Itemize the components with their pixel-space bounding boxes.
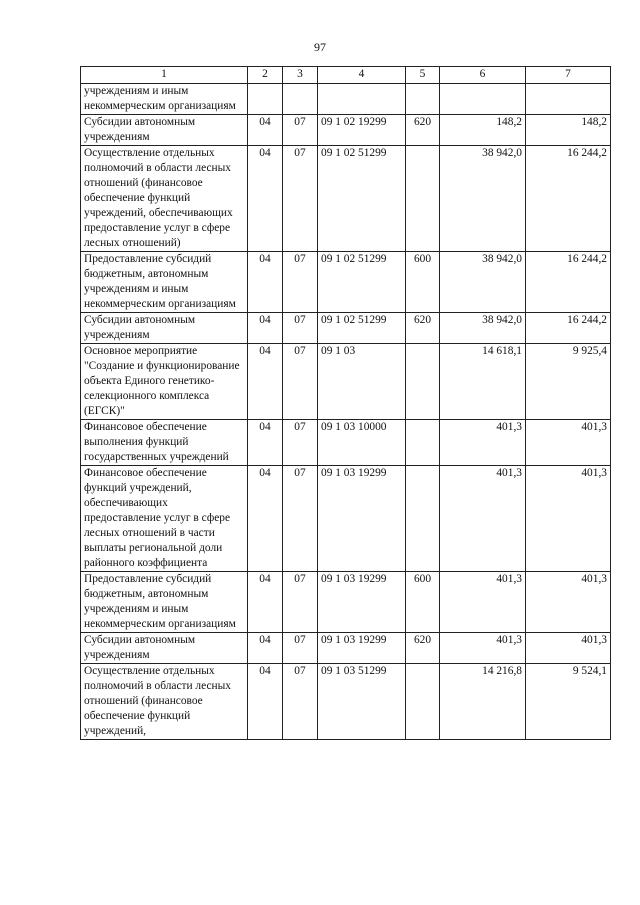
row-target-code: 09 1 03 19299: [318, 633, 406, 664]
row-name: Осуществление отдельных полномочий в области лесных отношений (финансовое обеспечение функций учреждений,: [81, 664, 248, 740]
row-target-code: 09 1 02 19299: [318, 115, 406, 146]
row-amount-2: 9 925,4: [526, 344, 611, 420]
row-amount-2: 16 244,2: [526, 252, 611, 313]
table-row: [81, 420, 611, 466]
row-amount-1: 401,3: [440, 572, 526, 633]
header-col-4: 4: [318, 67, 406, 84]
table-row: [81, 84, 611, 115]
header-col-2: 2: [248, 67, 283, 84]
row-section: 04: [248, 313, 283, 344]
row-amount-1: 401,3: [440, 466, 526, 572]
row-subsection: 07: [283, 313, 318, 344]
row-expense-type: [406, 146, 440, 252]
row-target-code: [318, 84, 406, 115]
row-amount-1: 14 618,1: [440, 344, 526, 420]
table-row: [81, 146, 611, 252]
row-amount-1: 401,3: [440, 420, 526, 466]
row-expense-type: 620: [406, 115, 440, 146]
row-amount-2: [526, 84, 611, 115]
row-target-code: 09 1 03 19299: [318, 466, 406, 572]
row-name: Финансовое обеспечение функций учреждений, обеспечивающих предоставление услуг в сфере лесных отношений в части выплаты региональной доли районного коэффициента: [81, 466, 248, 572]
row-amount-2: 16 244,2: [526, 146, 611, 252]
table-row: [81, 633, 611, 664]
header-col-3: 3: [283, 67, 318, 84]
row-expense-type: 600: [406, 572, 440, 633]
row-target-code: 09 1 02 51299: [318, 252, 406, 313]
table-row: [81, 313, 611, 344]
table-row: [81, 572, 611, 633]
row-name: Финансовое обеспечение выполнения функций государственных учреждений: [81, 420, 248, 466]
row-amount-1: [440, 84, 526, 115]
row-section: 04: [248, 633, 283, 664]
row-name: Субсидии автономным учреждениям: [81, 313, 248, 344]
row-amount-1: 38 942,0: [440, 146, 526, 252]
row-subsection: 07: [283, 420, 318, 466]
row-section: [248, 84, 283, 115]
row-subsection: 07: [283, 633, 318, 664]
row-subsection: [283, 84, 318, 115]
table-row: [81, 252, 611, 313]
row-amount-1: 38 942,0: [440, 252, 526, 313]
header-col-6: 6: [440, 67, 526, 84]
table-row: [81, 344, 611, 420]
row-section: 04: [248, 466, 283, 572]
row-section: 04: [248, 572, 283, 633]
row-subsection: 07: [283, 466, 318, 572]
row-name: Субсидии автономным учреждениям: [81, 115, 248, 146]
table-row: [81, 115, 611, 146]
row-subsection: 07: [283, 115, 318, 146]
row-expense-type: [406, 466, 440, 572]
row-name: Основное мероприятие "Создание и функционирование объекта Единого генетико-селекционного комплекса (ЕГСК)": [81, 344, 248, 420]
header-col-1: 1: [81, 67, 248, 84]
row-target-code: 09 1 03: [318, 344, 406, 420]
row-section: 04: [248, 115, 283, 146]
row-amount-2: 401,3: [526, 633, 611, 664]
table-row: [81, 466, 611, 572]
table-row: [81, 664, 611, 740]
row-amount-2: 16 244,2: [526, 313, 611, 344]
header-col-5: 5: [406, 67, 440, 84]
row-subsection: 07: [283, 146, 318, 252]
row-amount-1: 148,2: [440, 115, 526, 146]
row-amount-1: 401,3: [440, 633, 526, 664]
page-number: 97: [314, 40, 326, 54]
row-amount-1: 14 216,8: [440, 664, 526, 740]
row-name: учреждениям и иным некоммерческим организациям: [81, 84, 248, 115]
row-target-code: 09 1 02 51299: [318, 146, 406, 252]
row-section: 04: [248, 420, 283, 466]
row-amount-2: 148,2: [526, 115, 611, 146]
row-amount-2: 401,3: [526, 466, 611, 572]
row-section: 04: [248, 344, 283, 420]
row-expense-type: 620: [406, 633, 440, 664]
row-section: 04: [248, 664, 283, 740]
row-target-code: 09 1 03 19299: [318, 572, 406, 633]
row-expense-type: 600: [406, 252, 440, 313]
row-amount-2: 401,3: [526, 572, 611, 633]
row-target-code: 09 1 03 10000: [318, 420, 406, 466]
header-col-7: 7: [526, 67, 611, 84]
row-amount-2: 401,3: [526, 420, 611, 466]
row-name: Осуществление отдельных полномочий в области лесных отношений (финансовое обеспечение функций учреждений, обеспечивающих предоставление услуг в сфере лесных отношений): [81, 146, 248, 252]
row-expense-type: [406, 420, 440, 466]
row-expense-type: [406, 84, 440, 115]
row-name: Субсидии автономным учреждениям: [81, 633, 248, 664]
row-expense-type: 620: [406, 313, 440, 344]
row-subsection: 07: [283, 252, 318, 313]
row-target-code: 09 1 02 51299: [318, 313, 406, 344]
header-row: [81, 67, 611, 84]
row-expense-type: [406, 664, 440, 740]
row-name: Предоставление субсидий бюджетным, автономным учреждениям и иным некоммерческим организациям: [81, 252, 248, 313]
row-subsection: 07: [283, 344, 318, 420]
row-amount-1: 38 942,0: [440, 313, 526, 344]
row-name: Предоставление субсидий бюджетным, автономным учреждениям и иным некоммерческим организациям: [81, 572, 248, 633]
budget-table: [80, 66, 611, 740]
row-section: 04: [248, 252, 283, 313]
row-target-code: 09 1 03 51299: [318, 664, 406, 740]
row-subsection: 07: [283, 664, 318, 740]
row-subsection: 07: [283, 572, 318, 633]
row-section: 04: [248, 146, 283, 252]
row-amount-2: 9 524,1: [526, 664, 611, 740]
row-expense-type: [406, 344, 440, 420]
